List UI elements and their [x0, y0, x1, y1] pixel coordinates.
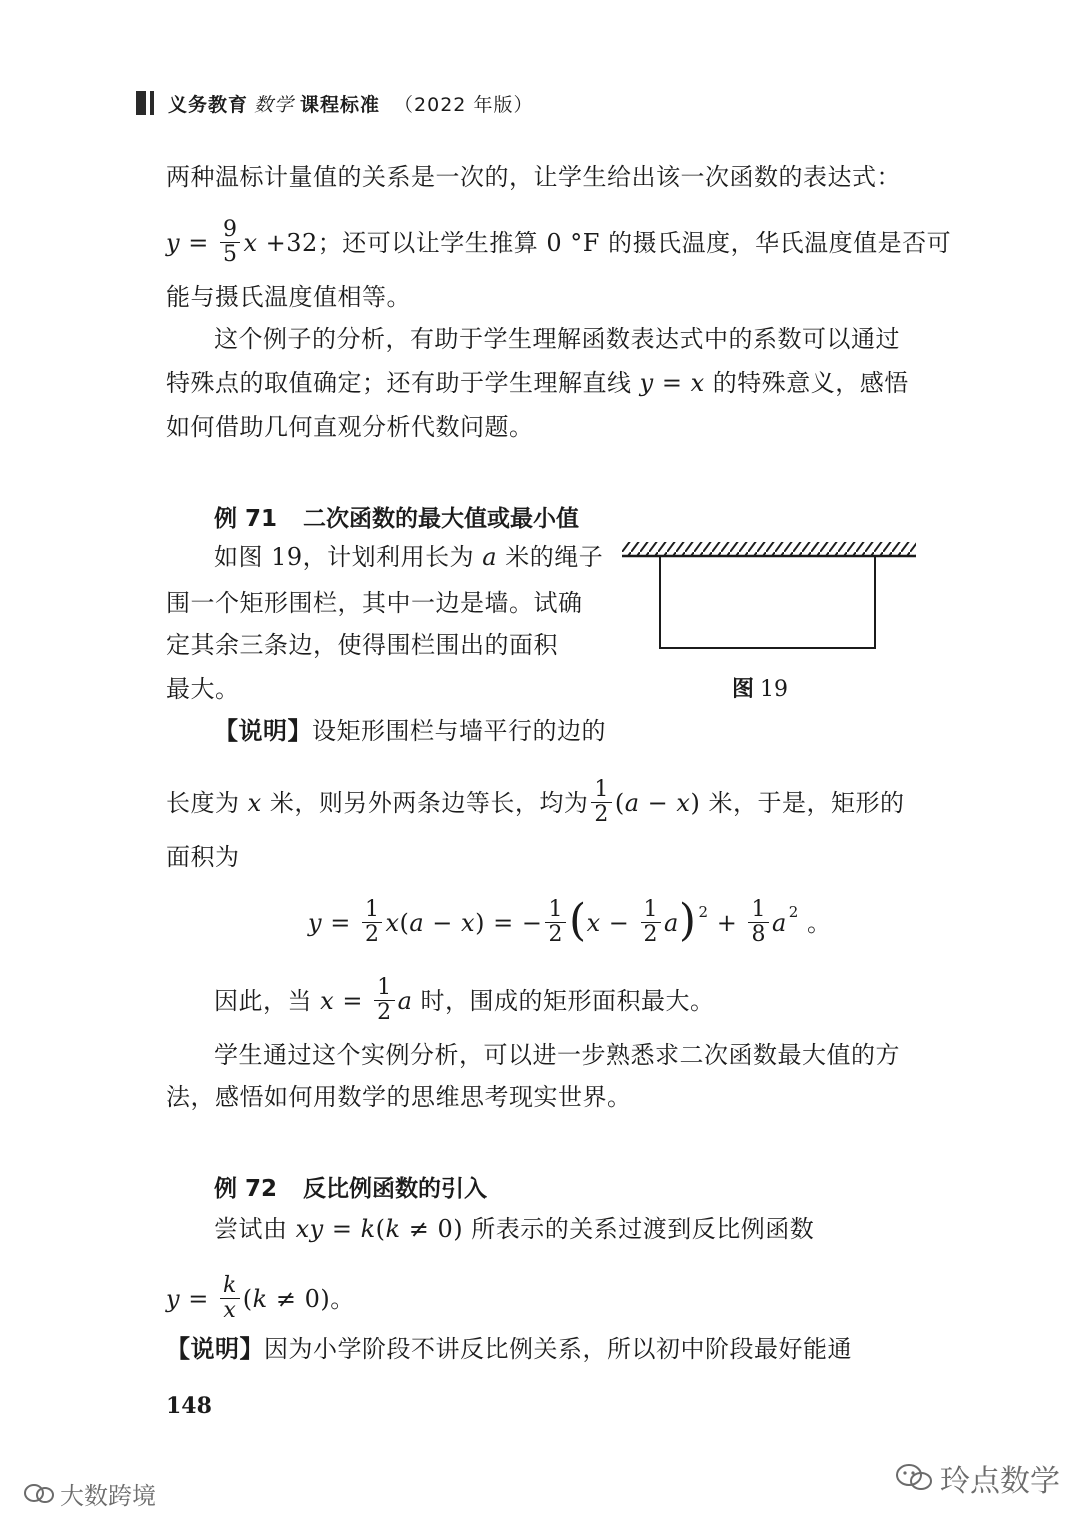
- figure19-diagram: [622, 540, 916, 654]
- header-bar-decoration-thin: [150, 91, 154, 115]
- note-tag: 【说明】: [166, 1335, 264, 1363]
- ex71-line1: 如图 19，计划利用长为 a 米的绳子: [214, 543, 604, 571]
- header-title: 义务教育 数学 课程标准 （2022 年版）: [168, 93, 534, 116]
- running-header: [136, 88, 533, 118]
- ex71-conclusion: 因此，当 x = $\frac{1}{2}$ a 时，围成的矩形面积最大。: [214, 975, 715, 1025]
- ex71-line2: 围一个矩形围栏，其中一边是墙。试确: [166, 589, 583, 617]
- page-number: 148: [166, 1393, 212, 1419]
- ex71-line4: 最大。: [166, 675, 240, 703]
- example71-heading: 例 71 二次函数的最大值或最小值: [214, 506, 580, 532]
- fraction-9-5: $\frac{9}{5}$: [220, 218, 241, 267]
- wall-hatching: [622, 542, 916, 555]
- area-equation: y = $\frac{1}{2}$ x(a − x) = − $\frac{1}{2}$ (x − $\frac{1}{2}$ a) $^2$ + $\frac{1}{8}$ a $^2$ 。: [308, 895, 832, 947]
- para2-line2: 特殊点的取值确定；还有助于学生理解直线 y = x 的特殊意义，感悟: [166, 369, 909, 397]
- watermark-right: 玲点数学: [894, 1456, 1060, 1500]
- fraction-k-x: $\frac{k}{x}$: [220, 1274, 240, 1323]
- note-tag: 【说明】: [214, 717, 312, 745]
- para1-line3: 能与摄氏温度值相等。: [166, 283, 411, 311]
- para1-line1: 两种温标计量值的关系是一次的，让学生给出该一次函数的表达式：: [166, 163, 901, 191]
- header-bar-decoration: [136, 91, 146, 115]
- ex72-line1: 尝试由 xy = k(k ≠ 0) 所表示的关系过渡到反比例函数: [214, 1215, 815, 1243]
- para1-line2: y = $\frac{9}{5}$ x +32；还可以让学生推算 0 °F 的摄氏温度，华氏温度值是否可: [166, 217, 952, 267]
- ex71-note-line2: 长度为 x 米，则另外两条边等长，均为 $\frac{1}{2}$ (a − x) 米，于是，矩形的: [166, 777, 905, 827]
- ex71-note-line1: 【说明】设矩形围栏与墙平行的边的: [214, 717, 606, 745]
- para2-line1: 这个例子的分析，有助于学生理解函数表达式中的系数可以通过: [214, 325, 900, 353]
- para2-line3: 如何借助几何直观分析代数问题。: [166, 413, 534, 441]
- wechat-icon: [894, 1461, 934, 1495]
- watermark-left: 大数跨境: [22, 1476, 156, 1511]
- ex72-line2: y = $\frac{k}{x}$ (k ≠ 0)。: [166, 1273, 355, 1323]
- ex72-note: 【说明】因为小学阶段不讲反比例关系，所以初中阶段最好能通: [166, 1335, 852, 1363]
- ex71-summary-line1: 学生通过这个实例分析，可以进一步熟悉求二次函数最大值的方: [214, 1041, 900, 1069]
- fraction-1-2: $\frac{1}{2}$: [591, 778, 612, 827]
- chat-logo-icon: [22, 1481, 56, 1507]
- ex71-summary-line2: 法，感悟如何用数学的思维思考现实世界。: [166, 1083, 632, 1111]
- example72-heading: 例 72 反比例函数的引入: [214, 1176, 488, 1202]
- figure19-caption: 图 19: [732, 677, 789, 702]
- fence-rectangle: [660, 556, 875, 648]
- ex71-note-line3: 面积为: [166, 843, 240, 871]
- ex71-line3: 定其余三条边，使得围栏围出的面积: [166, 631, 558, 659]
